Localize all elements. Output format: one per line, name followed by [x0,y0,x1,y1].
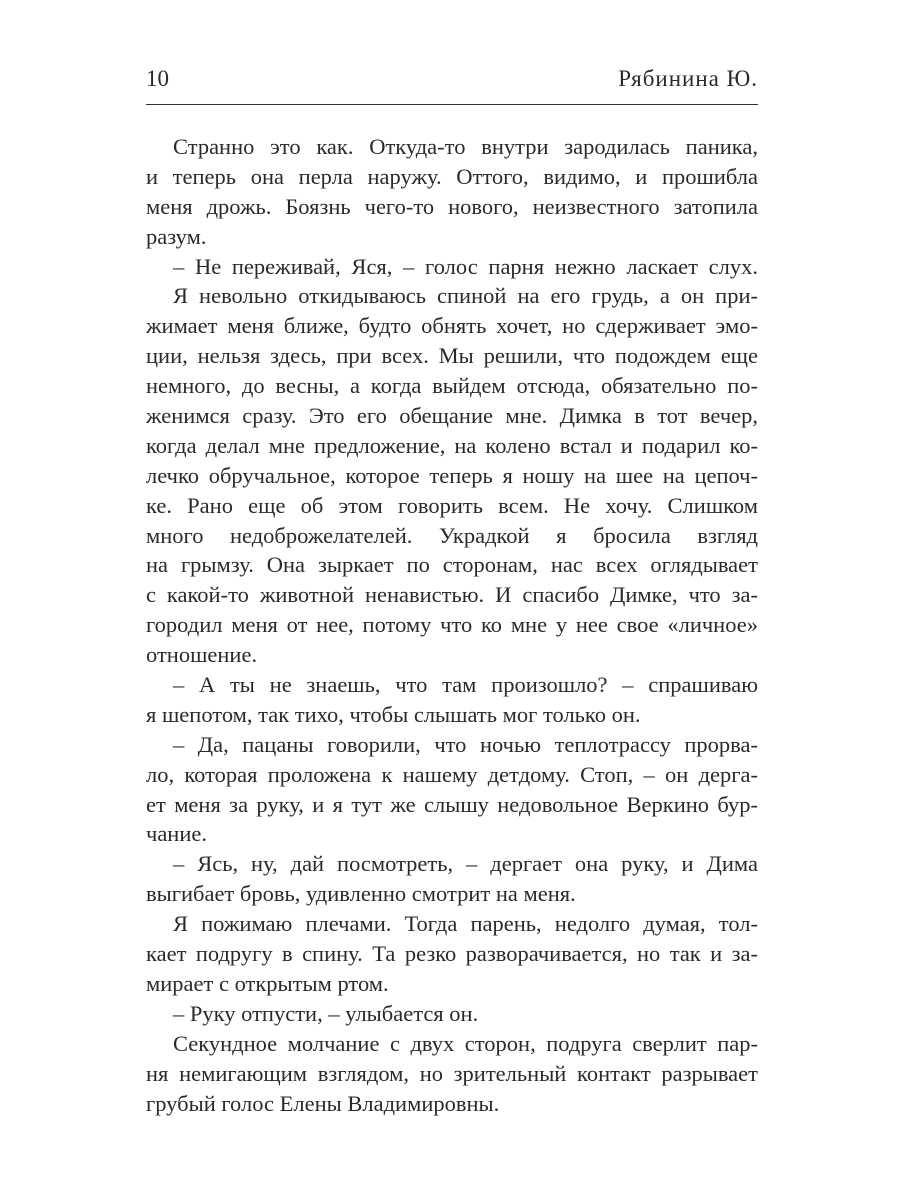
author-name: Рябинина Ю. [618,66,758,91]
text-line: – Не переживай, Яся, – голос парня нежно ласкает слух. [173,253,758,279]
text-line: грубый голос Елены Владимировны. [146,1090,500,1116]
text-line: меня дрожь. Боязнь чего-то нового, неизвестного затопила [146,193,758,219]
text-line: ет меня за руку, и я тут же слышу недовольное Веркино бур- [146,791,758,817]
text-line: разум. [146,223,207,249]
text-line: Странно это как. Откуда-то внутри зародилась паника, [173,134,758,159]
text-line: ции, нельзя здесь, при всех. Мы решили, что подождем еще [146,343,758,369]
text-line: ке. Рано еще об этом говорить всем. Не хочу. Слишком [146,492,758,518]
text-line: выгибает бровь, удивленно смотрит на меня. [146,881,576,907]
text-line: городил меня от нее, потому что ко мне у нее свое «личное» [146,612,758,638]
text-line: Я невольно откидываюсь спиной на его грудь, а он при- [173,283,758,309]
text-line: ня немигающим взглядом, но зрительный контакт разрывает [146,1060,758,1086]
text-line: ло, которая проложена к нашему детдому. Стоп, – он дерга- [146,761,758,787]
header-rule [146,104,758,105]
text-line: Я пожимаю плечами. Тогда парень, недолго думая, тол- [173,911,758,937]
text-line: женимся сразу. Это его обещание мне. Димка в тот вечер, [146,403,758,429]
text-line: жимает меня ближе, будто обнять хочет, но сдерживает эмо- [146,313,758,339]
text-line: – Да, пацаны говорили, что ночью теплотрассу прорва- [173,731,758,757]
text-line: когда делал мне предложение, на колено встал и подарил ко- [146,432,758,458]
text-line: с какой-то животной ненавистью. И спасибо Димке, что за- [146,582,758,608]
text-line: кает подругу в спину. Та резко разворачивается, но так и за- [146,941,758,967]
text-line: много недоброжелателей. Украдкой я бросила взгляд [146,522,758,548]
text-line: чание. [146,821,207,847]
page-body-text [146,132,758,1118]
text-line: лечко обручальное, которое теперь я ношу на шее на цепоч- [146,462,758,488]
text-line: Секундное молчание с двух сторон, подруга сверлит пар- [173,1030,758,1056]
text-line: отношение. [146,642,258,668]
text-line: и теперь она перла наружу. Оттого, видимо, и прошибла [146,163,758,189]
text-line: – Руку отпусти, – улыбается он. [173,1000,479,1026]
page-number: 10 [146,66,169,91]
text-line: я шепотом, так тихо, чтобы слышать мог только он. [146,701,641,727]
running-header [146,66,758,96]
text-line: на грымзу. Она зыркает по сторонам, нас всех оглядывает [146,552,758,578]
text-line: мирает с открытым ртом. [146,970,389,996]
text-line: – А ты не знаешь, что там произошло? – спрашиваю [173,672,758,698]
text-line: – Ясь, ну, дай посмотреть, – дергает она руку, и Дима [173,851,758,877]
text-line: немного, до весны, а когда выйдем отсюда, обязательно по- [146,373,758,399]
